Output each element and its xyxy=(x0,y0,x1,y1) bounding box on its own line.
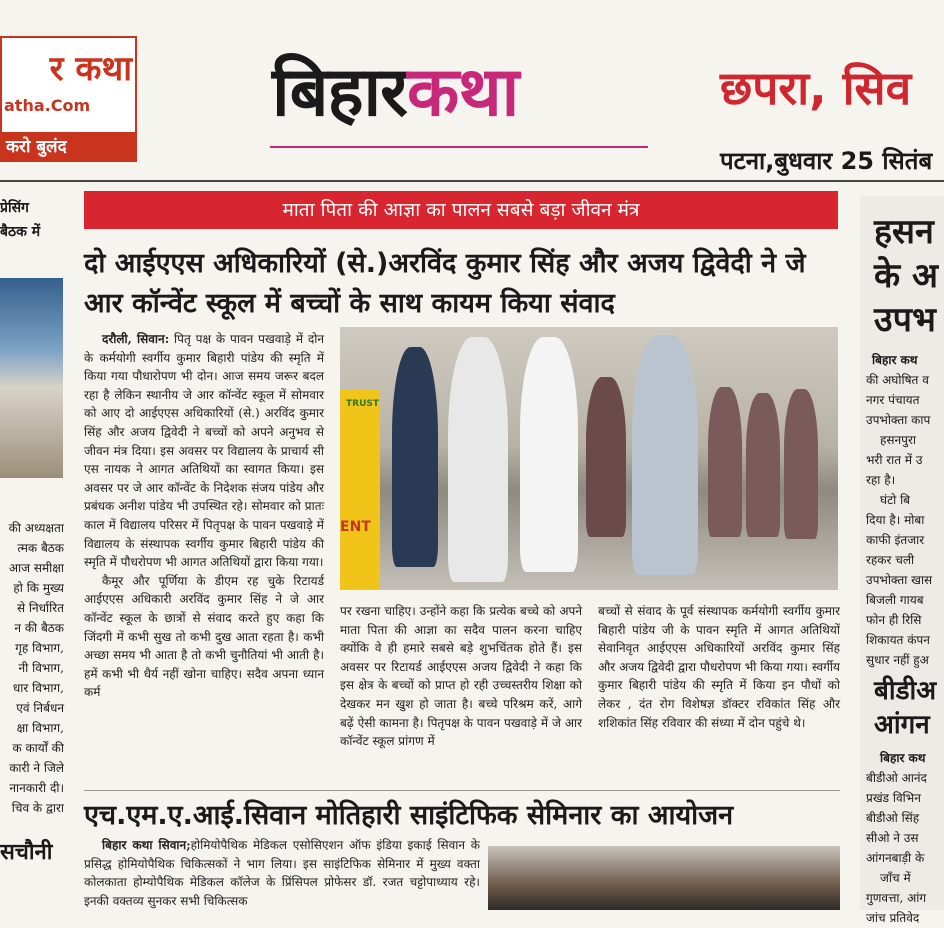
right-text-line: बीडीओ सिंह xyxy=(866,811,920,825)
dateline: पटना,बुधवार 25 सितंब xyxy=(720,147,933,175)
student-figure xyxy=(586,377,626,537)
photo-sign-top: TRUST xyxy=(346,399,379,409)
left-text-line: नी विभाग, xyxy=(18,661,64,675)
left-column-text xyxy=(0,518,64,818)
masthead-part1: बिहार xyxy=(272,53,407,132)
article-column-3: बच्चों से संवाद के पूर्व संस्थापक कर्मयोगी स्वर्गीय कुमार बिहारी पांडेय जी के पावन स्मृति में आगत अतिथियों सेवानिवृत आईएएस अधिकारियों अरविंद कुमार सिंह और अजय द्विवेदी द्वारा पौधरोपण भी किया गया। स्वर्गीय कुमार बिहारी पांडेय की स्मृति में किया इन पौधों को लेकर , दंत रोग विशेषज्ञ डॉक्टर रविकांत सिंह और शशिकांत सिंह रविवार की संध्या में दोन पहुंचे थे। xyxy=(598,604,840,730)
article-photo xyxy=(340,327,838,590)
right-text-line: की अघोषित व xyxy=(866,373,929,387)
article-column-2: पर रखना चाहिए। उन्होंने कहा कि प्रत्येक बच्चे को अपने माता पिता की आज्ञा का सदैव पालन करना चाहिए क्योंकि वे ही हमारे सबसे बड़े शुभचिंतक होते हैं। इस अवसर पर रिटायर्ड आईएएस अजय द्विवेदी ने कहा कि इस क्षेत्र के बच्चों को प्राप्त हो रही उच्चस्तरीय शिक्षा को देखकर मन खुश हो जाता है। बच्चे परिश्रम करें, आगे बढ़ें ऐसी कामना है। पितृपक्ष के पावन पखवाड़े में जे आर कॉन्वेंट स्कूल प्रांगण में xyxy=(340,604,582,749)
right-text-line: उपभोक्ता काप xyxy=(866,413,931,427)
left-text-line: क्षा विभाग, xyxy=(16,721,64,735)
partner-logo-tagline: करो बुलंद xyxy=(2,132,135,162)
right-text-line: आंगनबाड़ी के xyxy=(866,851,925,865)
right-text-line: बिजली गायब xyxy=(866,593,924,607)
left-bottom-headline: सचौनी xyxy=(0,840,53,865)
right-headline-line: हसन xyxy=(874,212,934,252)
partner-logo-brand: र कथा xyxy=(49,49,132,89)
right-dateline: बिहार कथ xyxy=(872,353,918,367)
right-text-line: प्रखंड विभिन xyxy=(866,791,921,805)
article-headline: दो आईएएस अधिकारियों (से.)अरविंद कुमार सिंह और अजय द्विवेदी ने जे आर कॉन्वेंट स्कूल में बच्चों के साथ कायम किया संवाद xyxy=(84,248,806,319)
partner-logo-site: atha.Com xyxy=(4,96,91,115)
left-text-line: गृह विभाग, xyxy=(15,641,64,655)
right-text-line: काफी इंतजार xyxy=(866,533,925,547)
article-kicker-banner: माता पिता की आज्ञा का पालन सबसे बड़ा जीवन मंत्र xyxy=(84,191,838,229)
person-figure xyxy=(448,337,508,582)
masthead-underline xyxy=(270,146,648,148)
student-figure xyxy=(746,393,780,537)
left-text-line: त्मक बैठक xyxy=(17,541,64,555)
article2-headline: एच.एम.ए.आई.सिवान मोतिहारी साइंटिफिक सेमिनार का आयोजन xyxy=(84,800,734,831)
person-figure xyxy=(632,335,698,575)
student-figure xyxy=(784,389,818,539)
article-dateline: दरौली, सिवान: xyxy=(102,332,170,346)
article-para-2: कैमूर और पूर्णिया के डीएम रह चुके रिटायर्ड आईएएस अधिकारी अरविंद कुमार सिंह ने जे आर कॉन्वेंट स्कूल के छात्रों से संवाद करते हुए कहा कि जिंदगी में कभी सुख तो कभी दुख आता रहता है। कभी अच्छा समय भी आता है तो कभी चुनौतियां भी आती है। हमें कभी भी धैर्य नहीं खोना चाहिए। सदैव अपना ध्यान कर्म xyxy=(84,573,324,700)
right-headline2-line: बीडीअ xyxy=(874,676,937,706)
left-text-line: नानकारी दी। xyxy=(9,781,64,795)
right-text-line: उपभोक्ता खास xyxy=(866,573,933,587)
left-text-line: चिव के द्वारा xyxy=(11,801,64,815)
right-text-line: बीडीओ आनंद xyxy=(866,771,927,785)
article-para-1: पितृ पक्ष के पावन पखवाड़े में दोन के कर्मयोगी स्वर्गीय कुमार बिहारी पांडेय की स्मृति में किया गया पौधारोपण भी दोन। आज समय जरूर बदल रहा है लेकिन स्थानीय जे आर कॉन्वेंट स्कूल में सोमवार को आए दो आईएएस अधिकारियों (से.) अरविंद कुमार सिंह और अजय द्विवेदी ने बच्चों को अपने अनुभव से जीवन मंत्र दिया। इस अवसर पर विद्यालय के प्राचार्य सी एस नायक ने आगत अतिथियों का स्वागत किया। इस अवसर पर जे आर कॉन्वेंट के निदेशक संजय पांडेय और प्रबंधक अनीश पांडेय भी उपस्थित रहे। सोमवार को प्रातः काल में विद्यालय परिसर में पितृपक्ष के पावन पखवाड़े में विद्यालय के संस्थापक स्वर्गीय कुमार बिहारी पांडेय की स्मृति में पौधरोपण भी आगत अतिथियों द्वारा किया गया। xyxy=(84,332,325,570)
right-text-line: दिया है। मोबा xyxy=(866,513,925,527)
left-text-line: एवं निर्बधन xyxy=(16,701,64,715)
article-column-1 xyxy=(84,330,324,702)
student-figure xyxy=(708,387,742,537)
left-text-line: हो कि मुख्य xyxy=(13,581,64,595)
photo-banner-stand xyxy=(340,389,380,589)
right-text-line: रहकर चली xyxy=(866,553,915,567)
right-text-line: सुधार नहीं हुअ xyxy=(866,653,929,667)
header-rule xyxy=(0,180,944,182)
masthead-logo xyxy=(272,48,652,144)
article2-dateline: बिहार कथा सिवान; xyxy=(102,838,191,852)
left-text-line: की अध्यक्षता xyxy=(8,521,64,535)
right-text-line: घंटो बि xyxy=(880,493,911,507)
right-text-line: भरी रात में उ xyxy=(866,453,923,467)
left-text-line: आज समीक्षा xyxy=(8,561,64,575)
left-column-photo xyxy=(0,278,63,478)
left-text-line: से निर्धारित xyxy=(16,601,64,615)
right-text-line: सीओ ने उस xyxy=(866,831,919,845)
partner-logo xyxy=(0,36,137,162)
right-column xyxy=(860,196,944,925)
person-figure xyxy=(520,337,578,572)
masthead-part2: कथा xyxy=(406,53,519,132)
article2-text: होमियोपैथिक मेडिकल एसोसिएशन ऑफ इंडिया इकाई सिवान के प्रसिद्ध होमियोपैथिक चिकित्सकों ने भाग लिया। इस साइंटिफिक सेमिनार में मुख्य वक्ता कोलकाता होम्योपैथिक मेडिकल कॉलेज के प्रिंसिपल प्रोफेसर डॉ. रजत चट्टोपाध्याय रहे। इनकी वक्तव्य सुनकर सभी चिकित्सक xyxy=(84,838,480,908)
left-text-line: धार विभाग, xyxy=(12,681,64,695)
article2-photo xyxy=(488,846,840,910)
photo-sign: ENT xyxy=(340,519,371,535)
left-headline-line: प्रेसिंग xyxy=(0,200,29,216)
left-column-headline xyxy=(0,196,64,244)
right-text-line: जाँच में xyxy=(880,871,911,885)
edition-title: छपरा, सिव xyxy=(720,61,912,115)
right-text-line: रहा है। xyxy=(866,473,896,487)
right-dateline-2: बिहार कथ xyxy=(880,751,926,765)
article-divider xyxy=(84,790,840,791)
article2-body xyxy=(84,836,480,910)
right-headline-line: उपभ xyxy=(874,300,936,340)
right-text-line: शिकायत कंपन xyxy=(866,633,930,647)
right-headline2-line: आंगन xyxy=(874,710,930,740)
left-text-line: कारी ने जिले xyxy=(9,761,64,775)
right-text-line: फोन ही रिसि xyxy=(866,613,922,627)
person-figure xyxy=(392,347,438,567)
left-headline-line: बैठक में xyxy=(0,224,41,240)
right-text-line: नगर पंचायत xyxy=(866,393,920,407)
right-text-line: हसनपुरा xyxy=(880,433,916,447)
right-text-line: जांच प्रतिवेद xyxy=(866,911,920,925)
left-text-line: क कार्यों की xyxy=(12,741,64,755)
right-text-line: गुणवत्ता, आंग xyxy=(866,891,927,905)
right-headline-line: के अ xyxy=(874,256,938,296)
left-text-line: न की बैठक xyxy=(14,621,64,635)
